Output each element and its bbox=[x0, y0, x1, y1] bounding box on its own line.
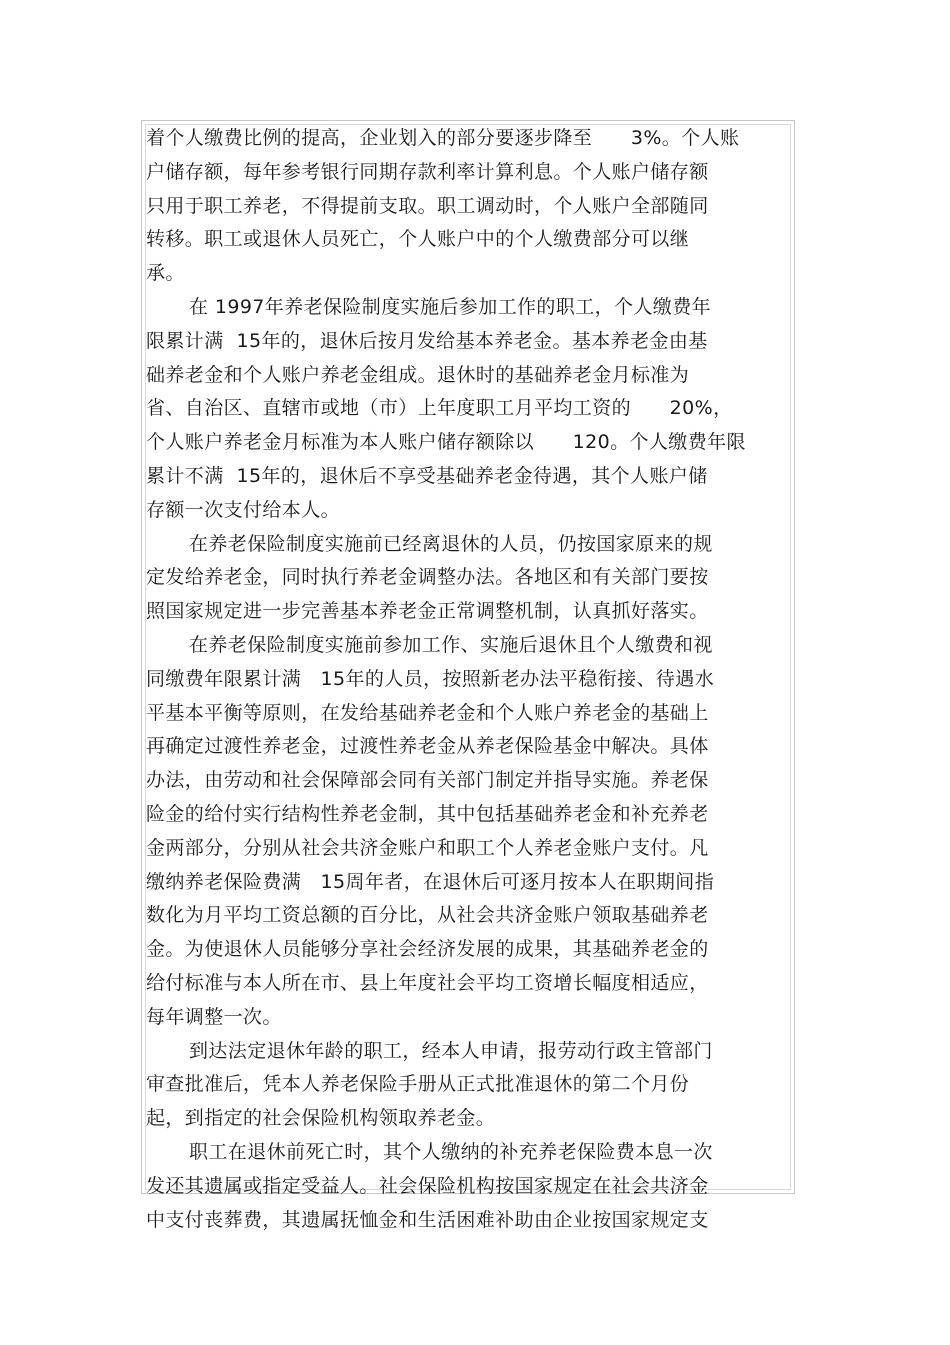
text-line: 每年调整一次。 bbox=[146, 1005, 282, 1028]
text-line: 在养老保险制度实施前参加工作、实施后退休且个人缴费和视 bbox=[189, 633, 713, 656]
text-line: 户储存额，每年参考银行同期存款利率计算利息。个人账户储存额 bbox=[146, 160, 709, 183]
text-line: 累计不满 15年的，退休后不享受基础养老金待遇，其个人账户储 bbox=[146, 464, 708, 487]
text-line: 职工在退休前死亡时，其个人缴纳的补充养老保险费本息一次 bbox=[189, 1140, 713, 1163]
text-line: 办法，由劳动和社会保障部会同有关部门制定并指导实施。养老保 bbox=[146, 769, 709, 792]
text-line: 在养老保险制度实施前已经离退休的人员，仍按国家原来的规 bbox=[189, 532, 713, 555]
text-line: 金。为使退休人员能够分享社会经济发展的成果，其基础养老金的 bbox=[146, 938, 709, 961]
document-body bbox=[146, 122, 786, 1237]
text-line: 础养老金和个人账户养老金组成。退休时的基础养老金月标准为 bbox=[146, 363, 690, 386]
text-line: 限累计满 15年的，退休后按月发给基本养老金。基本养老金由基 bbox=[146, 329, 708, 352]
text-line: 只用于职工养老，不得提前支取。职工调动时，个人账户全部随同 bbox=[146, 194, 709, 217]
text-line: 数化为月平均工资总额的百分比，从社会共济金账户领取基础养老 bbox=[146, 904, 709, 927]
text-line: 险金的给付实行结构性养老金制，其中包括基础养老金和补充养老 bbox=[146, 802, 709, 825]
text-line: 照国家规定进一步完善基本养老金正常调整机制，认真抓好落实。 bbox=[146, 600, 709, 623]
text-line: 再确定过渡性养老金，过渡性养老金从养老保险基金中解决。具体 bbox=[146, 735, 709, 758]
text-line: 在 1997年养老保险制度实施后参加工作的职工，个人缴费年 bbox=[189, 295, 711, 318]
text-line: 起，到指定的社会保险机构领取养老金。 bbox=[146, 1107, 496, 1130]
text-line: 同缴费年限累计满 15年的人员，按照新老办法平稳衔接、待遇水 bbox=[146, 667, 715, 690]
text-line: 承。 bbox=[146, 262, 185, 285]
paragraph-2 bbox=[146, 291, 786, 528]
text-line: 中支付丧葬费，其遗属抚恤金和生活困难补助由企业按国家规定支 bbox=[146, 1208, 709, 1231]
text-line: 审查批准后，凭本人养老保险手册从正式批准退休的第二个月份 bbox=[146, 1073, 690, 1096]
paragraph-6 bbox=[146, 1136, 786, 1237]
text-line: 着个人缴费比例的提高，企业划入的部分要逐步降至 3%。个人账 bbox=[146, 127, 740, 149]
text-line: 个人账户养老金月标准为本人账户储存额除以 120。个人缴费年限 bbox=[146, 431, 746, 454]
text-line: 到达法定退休年龄的职工，经本人申请，报劳动行政主管部门 bbox=[189, 1039, 713, 1062]
paragraph-3 bbox=[146, 528, 786, 629]
text-line: 省、自治区、直辖市或地（市）上年度职工月平均工资的 20%， bbox=[146, 397, 733, 420]
text-line: 发还其遗属或指定受益人。社会保险机构按国家规定在社会共济金 bbox=[146, 1174, 709, 1197]
text-line: 缴纳养老保险费满 15周年者，在退休后可逐月按本人在职期间指 bbox=[146, 870, 715, 893]
text-line: 存额一次支付给本人。 bbox=[146, 498, 341, 521]
paragraph-1 bbox=[146, 122, 786, 291]
text-line: 金两部分，分别从社会共济金账户和职工个人养老金账户支付。凡 bbox=[146, 836, 709, 859]
paragraph-5 bbox=[146, 1035, 786, 1136]
text-line: 定发给养老金，同时执行养老金调整办法。各地区和有关部门要按 bbox=[146, 566, 709, 589]
text-line: 转移。职工或退休人员死亡，个人账户中的个人缴费部分可以继 bbox=[146, 228, 690, 251]
paragraph-4 bbox=[146, 629, 786, 1035]
text-line: 平基本平衡等原则，在发给基础养老金和个人账户养老金的基础上 bbox=[146, 701, 709, 724]
text-line: 给付标准与本人所在市、县上年度社会平均工资增长幅度相适应， bbox=[146, 971, 709, 994]
